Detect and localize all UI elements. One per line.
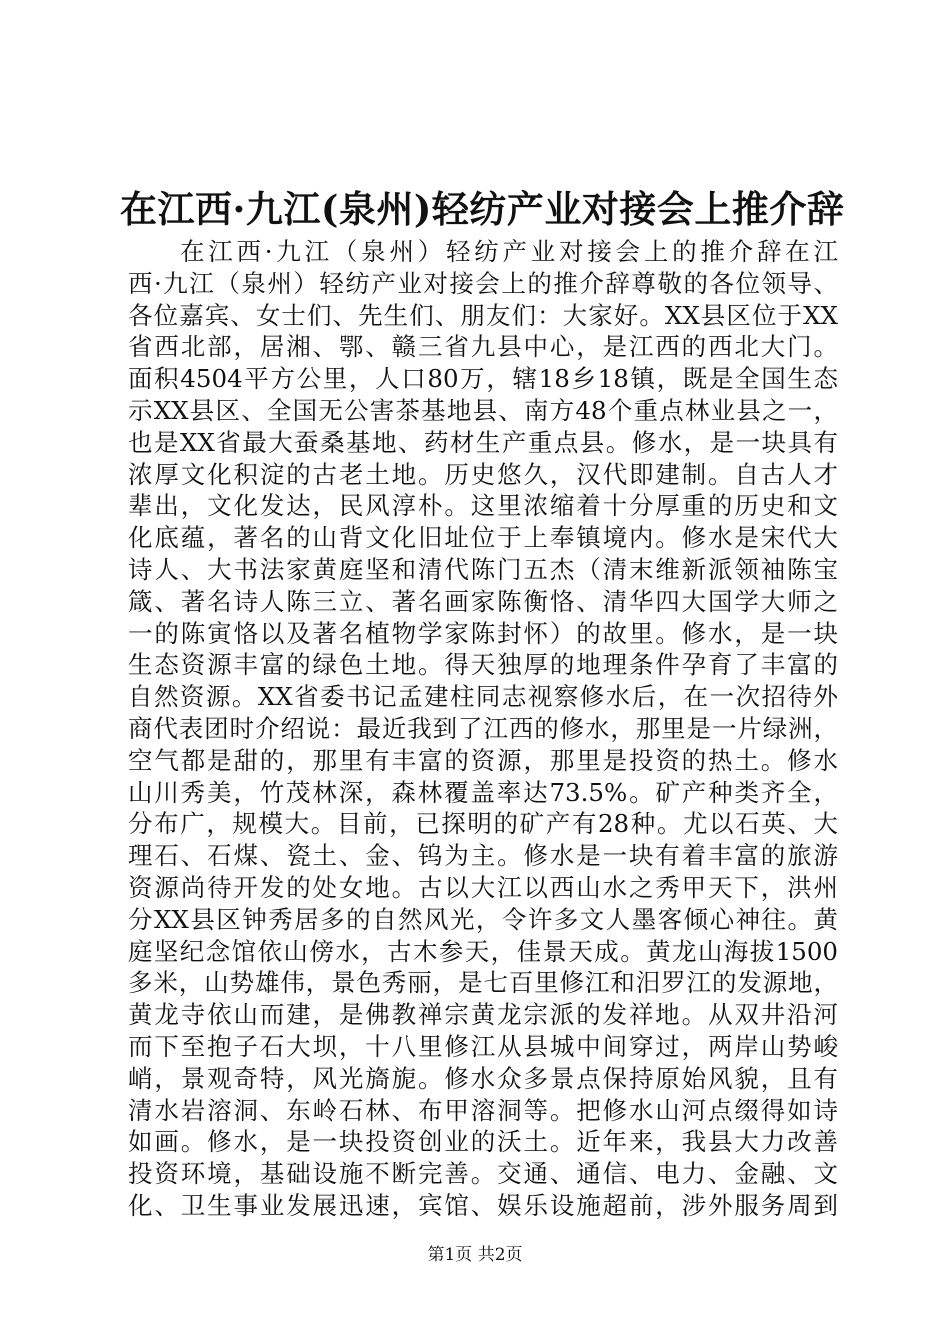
- body-line: 分XX县区钟秀居多的自然风光，令许多文人墨客倾心神往。黄: [128, 904, 838, 934]
- body-line: 化底蕴，著名的山背文化旧址位于上奉镇境内。修水是宋代大: [128, 523, 838, 553]
- document-body: [128, 236, 838, 1222]
- body-line: 化、卫生事业发展迅速，宾馆、娱乐设施超前，涉外服务周到: [128, 1190, 838, 1220]
- body-line: 黄龙寺依山而建，是佛教禅宗黄龙宗派的发祥地。从双井沿河: [128, 1000, 838, 1030]
- body-line: 示XX县区、全国无公害茶基地县、南方48个重点林业县之一，: [128, 395, 838, 425]
- page-number-footer: 第1页 共2页: [427, 1245, 523, 1265]
- body-line: 如画。修水，是一块投资创业的沃土。近年来，我县大力改善: [128, 1127, 838, 1157]
- body-line: 峭，景观奇特，风光旖旎。修水众多景点保持原始风貌，且有: [128, 1063, 838, 1093]
- body-line: 浓厚文化积淀的古老土地。历史悠久，汉代即建制。自古人才: [128, 459, 838, 489]
- body-line: 生态资源丰富的绿色土地。得天独厚的地理条件孕育了丰富的: [128, 650, 838, 680]
- body-line: 山川秀美，竹茂林深，森林覆盖率达73.5%。矿产种类齐全，: [128, 777, 838, 807]
- body-line: 一的陈寅恪以及著名植物学家陈封怀）的故里。修水，是一块: [128, 618, 838, 648]
- body-line: 空气都是甜的，那里有丰富的资源，那里是投资的热土。修水: [128, 745, 838, 775]
- body-line: 资源尚待开发的处女地。古以大江以西山水之秀甲天下，洪州: [128, 872, 838, 902]
- body-line: 商代表团时介绍说：最近我到了江西的修水，那里是一片绿洲，: [128, 713, 838, 743]
- body-line: 也是XX省最大蚕桑基地、药材生产重点县。修水，是一块具有: [128, 427, 838, 457]
- body-line: 多米，山势雄伟，景色秀丽，是七百里修江和汨罗江的发源地，: [128, 968, 838, 998]
- body-line: 清水岩溶洞、东岭石林、布甲溶洞等。把修水山河点缀得如诗: [128, 1095, 838, 1125]
- body-line: 辈出，文化发达，民风淳朴。这里浓缩着十分厚重的历史和文: [128, 491, 838, 521]
- document-title: 在江西·九江(泉州)轻纺产业对接会上推介辞: [120, 187, 845, 231]
- body-line: 自然资源。XX省委书记孟建柱同志视察修水后，在一次招待外: [128, 682, 838, 712]
- body-line: 在江西·九江（泉州）轻纺产业对接会上的推介辞在江: [180, 237, 838, 266]
- body-line: 理石、石煤、瓷土、金、钨为主。修水是一块有着丰富的旅游: [128, 841, 838, 871]
- body-line: 箴、著名诗人陈三立、著名画家陈衡恪、清华四大国学大师之: [128, 586, 838, 616]
- body-line: 各位嘉宾、女士们、先生们、朋友们：大家好。XX县区位于XX: [128, 300, 838, 330]
- body-line: 分布广，规模大。目前，已探明的矿产有28种。尤以石英、大: [128, 809, 838, 839]
- body-line: 而下至抱子石大坝，十八里修江从县城中间穿过，两岸山势峻: [128, 1031, 838, 1061]
- body-line: 省西北部，居湘、鄂、赣三省九县中心，是江西的西北大门。: [128, 332, 838, 362]
- body-line: 西·九江（泉州）轻纺产业对接会上的推介辞尊敬的各位领导、: [128, 268, 838, 298]
- body-line: 投资环境，基础设施不断完善。交通、通信、电力、金融、文: [128, 1159, 838, 1189]
- body-line: 诗人、大书法家黄庭坚和清代陈门五杰（清末维新派领袖陈宝: [128, 554, 838, 584]
- body-line: 面积4504平方公里，人口80万，辖18乡18镇，既是全国生态: [128, 364, 838, 394]
- body-line: 庭坚纪念馆依山傍水，古木参天，佳景天成。黄龙山海拔1500: [128, 936, 838, 966]
